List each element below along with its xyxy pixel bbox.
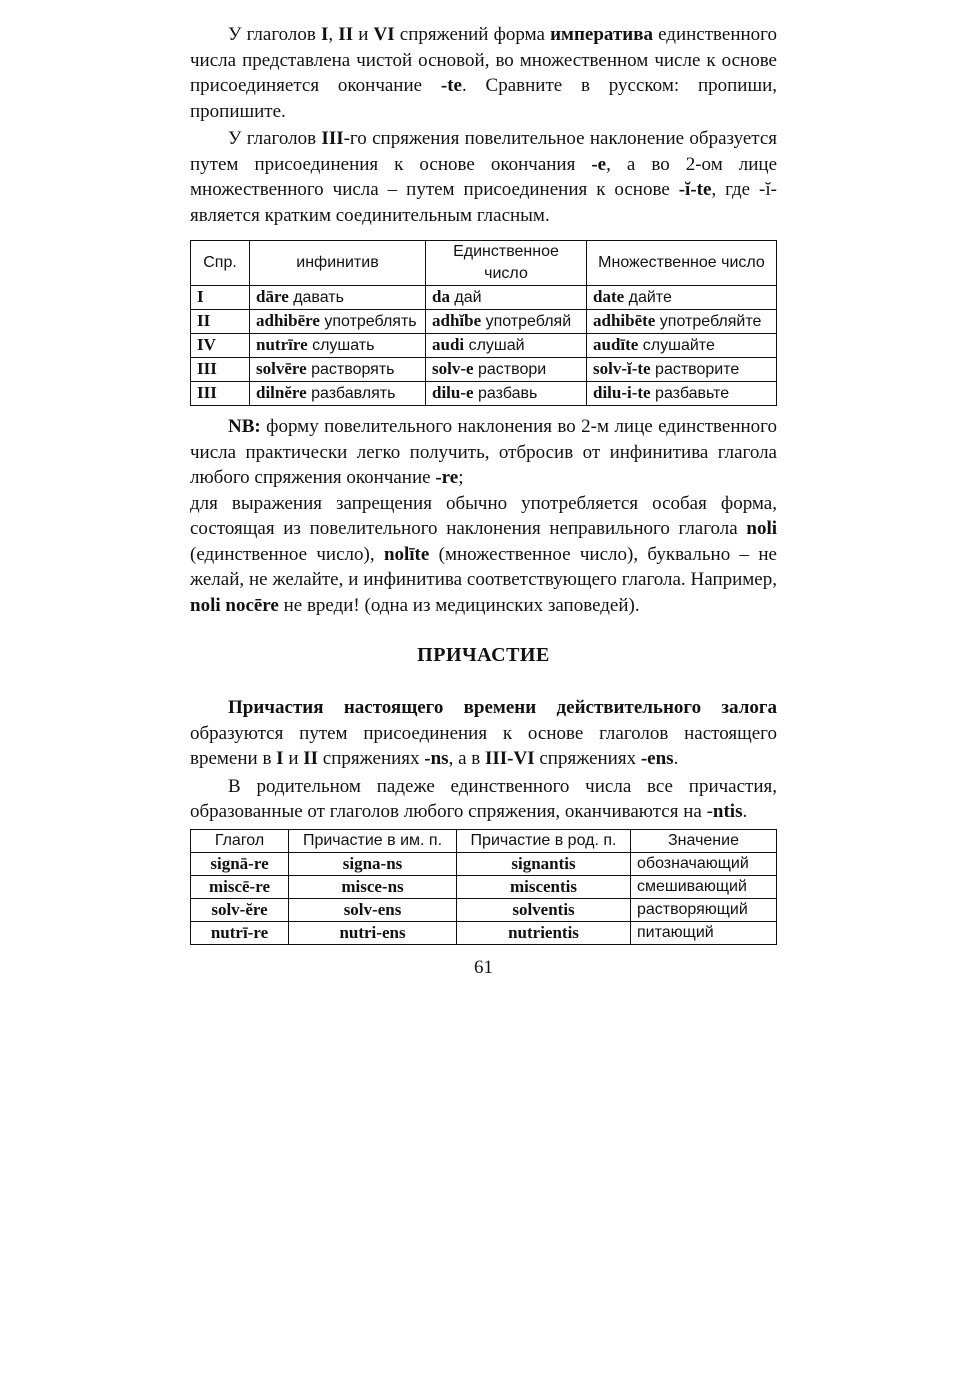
table-header-row: [191, 241, 777, 286]
conjugation-cell: III: [191, 382, 250, 406]
table-row: [191, 310, 777, 334]
header-cell: Множественное число: [587, 241, 777, 286]
verb-cell: nutrī-re: [191, 921, 289, 944]
book-page: [190, 22, 777, 979]
verb-cell: signā-re: [191, 852, 289, 875]
meaning-cell: растворяющий: [631, 898, 777, 921]
nb-paragraph: NB: форму повелительного наклонения во 2-м лице единственного числа практически легко получить, отбросив от инфинитива глагола любого спряжения окончание -re;: [190, 416, 777, 488]
header-cell: Единственное число: [426, 241, 587, 286]
singular-cell: dilu-e разбавь: [426, 382, 587, 406]
infinitive-cell: dāre давать: [250, 286, 426, 310]
section-heading: ПРИЧАСТИЕ: [417, 644, 550, 666]
meaning-cell: питающий: [631, 921, 777, 944]
singular-cell: audi слушай: [426, 334, 587, 358]
participle-paragraph-1: Причастия настоящего времени действительного залога образуются путем присоединения к основе глаголов настоящего времени в I и II спряжениях -ns, а в III-VI спряжениях -ens.: [190, 697, 777, 769]
prohibition-paragraph: для выражения запрещения обычно употребляется особая форма, состоящая из повелительного наклонения неправильного глагола noli (единственное число), nolīte (множественное число), буквально – не желай, не желайте, и инфинитива соответствующего глагола. Например, noli nocēre не вреди! (одна из медицинских заповедей).: [190, 492, 777, 616]
plural-cell: audīte слушайте: [587, 334, 777, 358]
genitive-cell: solventis: [457, 898, 631, 921]
table-row: [191, 382, 777, 406]
infinitive-cell: adhibēre употреблять: [250, 310, 426, 334]
genitive-cell: signantis: [457, 852, 631, 875]
meaning-cell: обозначающий: [631, 852, 777, 875]
nominative-cell: solv-ens: [289, 898, 457, 921]
plural-cell: solv-ĭ-te растворите: [587, 358, 777, 382]
table-row: [191, 852, 777, 875]
header-cell: Причастие в им. п.: [289, 829, 457, 852]
infinitive-cell: nutrīre слушать: [250, 334, 426, 358]
header-cell: Причастие в род. п.: [457, 829, 631, 852]
verb-cell: solv-ĕre: [191, 898, 289, 921]
genitive-cell: miscentis: [457, 875, 631, 898]
paragraph-imperative-2: У глаголов III-го спряжения повелительное наклонение образуется путем присоединения к основе окончания -e, а во 2-ом лице множественного числа – путем присоединения к основе -ĭ-te, где -ĭ- является кратким соединительным гласным.: [190, 128, 777, 226]
plural-cell: date дайте: [587, 286, 777, 310]
participle-paragraph-2: В родительном падеже единственного числа все причастия, образованные от глаголов любого спряжения, оканчиваются на -ntis.: [190, 775, 777, 822]
infinitive-cell: solvēre растворять: [250, 358, 426, 382]
nominative-cell: misce-ns: [289, 875, 457, 898]
header-cell: Значение: [631, 829, 777, 852]
header-cell: Глагол: [191, 829, 289, 852]
table-row: [191, 358, 777, 382]
conjugation-cell: I: [191, 286, 250, 310]
nominative-cell: signa-ns: [289, 852, 457, 875]
infinitive-cell: dilnĕre разбавлять: [250, 382, 426, 406]
singular-cell: solv-e раствори: [426, 358, 587, 382]
meaning-cell: смешивающий: [631, 875, 777, 898]
singular-cell: da дай: [426, 286, 587, 310]
table-row: [191, 921, 777, 944]
table-header-row: [191, 829, 777, 852]
table-row: [191, 334, 777, 358]
paragraph-imperative-1: У глаголов I, II и VI спряжений форма императива единственного числа представлена чистой основой, во множественном числе к основе присоединяется окончание -te. Сравните в русском: пропиши, пропишите.: [190, 24, 777, 122]
singular-cell: adhĭbe употребляй: [426, 310, 587, 334]
participle-table: [190, 829, 777, 945]
header-cell: инфинитив: [250, 241, 426, 286]
imperative-table: [190, 240, 777, 406]
plural-cell: adhibēte употребляйте: [587, 310, 777, 334]
conjugation-cell: II: [191, 310, 250, 334]
page-number: 61: [474, 956, 493, 978]
conjugation-cell: IV: [191, 334, 250, 358]
conjugation-cell: III: [191, 358, 250, 382]
table-row: [191, 286, 777, 310]
table-row: [191, 875, 777, 898]
header-cell: Спр.: [191, 241, 250, 286]
verb-cell: miscē-re: [191, 875, 289, 898]
plural-cell: dilu-i-te разбавьте: [587, 382, 777, 406]
table-row: [191, 898, 777, 921]
nominative-cell: nutri-ens: [289, 921, 457, 944]
genitive-cell: nutrientis: [457, 921, 631, 944]
